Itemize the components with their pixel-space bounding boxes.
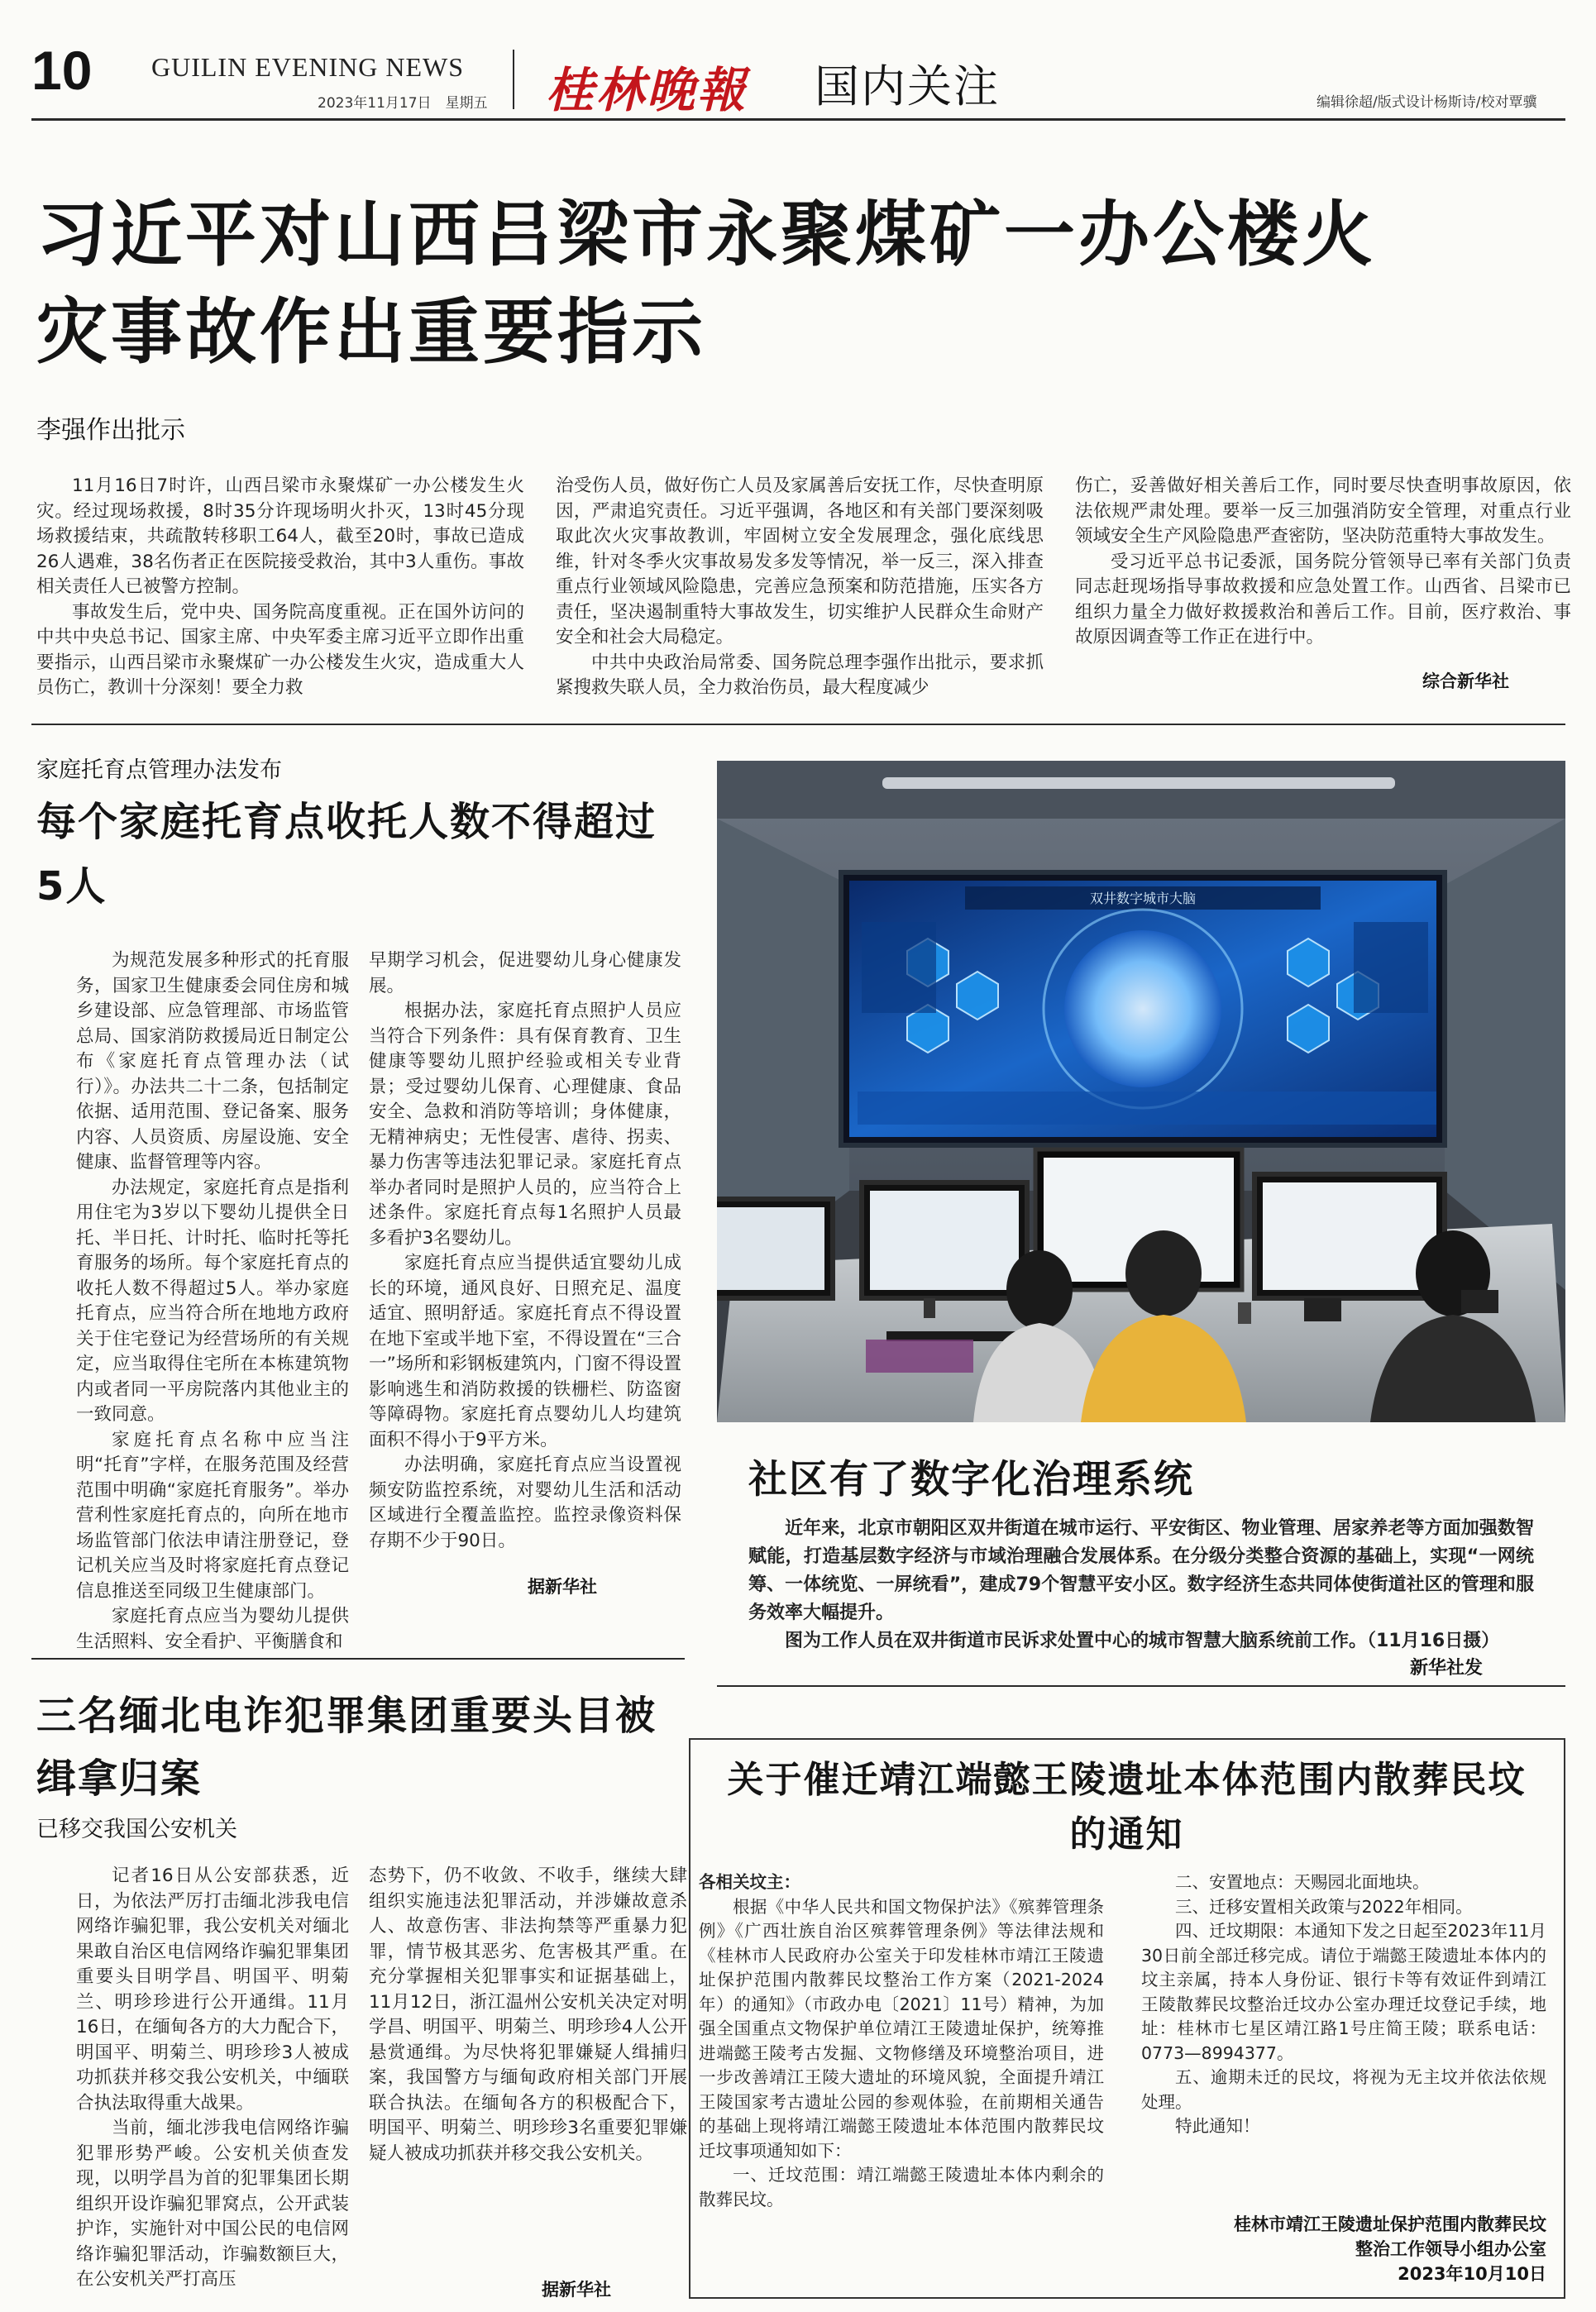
page-number: 10: [31, 40, 93, 101]
paragraph: 四、迁坟期限：本通知下发之日起至2023年11月30日前全部迁移完成。请位于端懿王陵遗址本体内的坟主亲属，持本人身份证、银行卡等有效证件到靖江王陵散葬民坟整治迁坟办公室办理迁坟登记手续，地址：桂林市七星区靖江路1号庄简王陵；联系电话：0773—8994377。: [1141, 1921, 1546, 2063]
lead-column-1: [36, 474, 524, 699]
photo-caption: [748, 1515, 1534, 1655]
paragraph: 特此通知！: [1175, 2116, 1260, 2136]
lead-column-2: [556, 474, 1044, 699]
paper-logo: 桂林晚報: [546, 62, 748, 118]
paragraph: 一、迁坟范围：靖江端懿王陵遗址本体内剩余的散葬民坟。: [699, 2165, 1104, 2209]
section-rule: [31, 724, 1565, 725]
paragraph: 伤亡，妥善做好相关善后工作，同时要尽快查明事故原因，依法依规严肃处理。要举一反三加强消防安全管理，对重点行业领域安全生产风险隐患严查密防，坚决防范重特大事故发生。: [1075, 475, 1571, 547]
paragraph: 记者16日从公安部获悉，近日，为依法严厉打击缅北涉我电信网络诈骗犯罪，我公安机关对缅北果敢自治区电信网络诈骗犯罪集团重要头目明学昌、明国平、明菊兰、明珍珍进行公开通缉。11月16日，在缅甸各方的大力配合下，明国平、明菊兰、明珍珍3人被成功抓获并移交我公安机关，中缅联合执法取得重大战果。: [76, 1865, 349, 2114]
paragraph: 早期学习机会，促进婴幼儿身心健康发展。: [369, 950, 681, 996]
notice-salutation: 各相关坟主：: [699, 1872, 800, 1892]
paragraph: 二、安置地点：天赐园北面地块。: [1175, 1872, 1430, 1892]
section-rule: [31, 1658, 685, 1660]
lead-subheadline: 李强作出批示: [36, 416, 185, 445]
photo-rule: [717, 1685, 1565, 1687]
childcare-headline: 每个家庭托育点收托人数不得超过5人: [36, 799, 657, 910]
control-room-illustration: [717, 761, 1565, 1422]
caption-paragraph: 近年来，北京市朝阳区双井街道在城市运行、平安街区、物业管理、居家养老等方面加强数智赋能，打造基层数字经济与市域治理融合发展体系。在分级分类整合资源的基础上，实现“一网统筹、一体统览、一屏统看”，建成79个智慧平安小区。数字经济生态共同体使街道社区的管理和服务效率大幅提升。: [748, 1518, 1534, 1623]
paragraph: 三、迁移安置相关政策与2022年相同。: [1175, 1896, 1473, 1917]
notice-signer: 桂林市靖江王陵遗址保护范围内散葬民坟整治工作领导小组办公室: [1234, 2214, 1546, 2259]
paragraph: 当前，缅北涉我电信网络诈骗犯罪形势严峻。公安机关侦查发现，以明学昌为首的犯罪集团长期组织开设诈骗犯罪窝点，公开武装护诈，实施针对中国公民的电信网络诈骗犯罪活动，诈骗数额巨大，在公安机关严打高压: [76, 2118, 349, 2290]
notice-date: 2023年10月10日: [1398, 2264, 1546, 2284]
childcare-kicker: 家庭托育点管理办法发布: [36, 757, 282, 783]
paragraph: 五、逾期未迁的民坟，将视为无主坟并依法依规处理。: [1141, 2067, 1546, 2112]
paper-name-en: GUILIN EVENING NEWS: [151, 52, 465, 82]
photo-credit: 新华社发: [1410, 1658, 1484, 1679]
paragraph: 办法规定，家庭托育点是指利用住宅为3岁以下婴幼儿提供全日托、半日托、计时托、临时托等托育服务的场所。每个家庭托育点的收托人数不得超过5人。举办家庭托育点，应当符合所在地地方政府关于住宅登记为经营场所的有关规定，应当取得住宅所在本栋建筑物内或者同一平房院落内其他业主的一致同意。: [76, 1177, 349, 1425]
childcare-column-2: [369, 948, 681, 1593]
fraud-column-2: [369, 1864, 687, 2294]
paragraph: 中共中央政治局常委、国务院总理李强作出批示，要求抓紧搜救失联人员，全力救治伤员，最大程度减少: [556, 652, 1044, 698]
fraud-column-1: [76, 1864, 349, 2294]
paragraph: 11月16日7时许，山西吕梁市永聚煤矿一办公楼发生火灾。经过现场救援，8时35分许现场明火扑灭，13时45分现场救援结束，共疏散转移职工64人，截至20时，事故已造成26人遇难，38名伤者正在医院接受救治，其中3人重伤。事故相关责任人已被警方控制。: [36, 475, 524, 597]
notice-column-1: [699, 1870, 1104, 2284]
issue-date: 2023年11月17日 星期五: [318, 95, 488, 112]
childcare-source: 据新华社: [528, 1577, 597, 1597]
paragraph: 根据办法，家庭托育点照护人员应当符合下列条件：具有保育教育、卫生健康等婴幼儿照护经验或相关专业背景；受过婴幼儿保育、心理健康、食品安全、急救和消防等培训；身体健康，无精神病史；无性侵害、虐待、拐卖、暴力伤害等违法犯罪记录。家庭托育点举办者同时是照护人员的，应当符合上述条件。家庭托育点每1名照护人员最多看护3名婴幼儿。: [369, 1001, 681, 1249]
photo-headline: 社区有了数字化治理系统: [748, 1457, 1194, 1502]
fraud-source: 据新华社: [542, 2280, 611, 2300]
lead-column-3: [1075, 474, 1571, 699]
screen-title: 双井数字城市大脑: [1089, 891, 1197, 906]
section-name: 国内关注: [815, 60, 1000, 112]
notice-headline: 关于催迁靖江端懿王陵遗址本体范围内散葬民坟的通知: [727, 1759, 1527, 1856]
paragraph: 受习近平总书记委派，国务院分管领导已率有关部门负责同志赶现场指导事故救援和应急处置工作。山西省、吕梁市已组织力量全力做好救援救治和善后工作。目前，医疗救治、事故原因调查等工作正在进行中。: [1075, 551, 1571, 647]
editors-credit: 编辑徐超/版式设计杨斯诗/校对覃骥: [1316, 94, 1537, 111]
lead-headline: 习近平对山西吕梁市永聚煤矿一办公楼火灾事故作出重要指示: [36, 193, 1376, 374]
childcare-column-1: [76, 948, 349, 1652]
paragraph: 根据《中华人民共和国文物保护法》《殡葬管理条例》《广西壮族自治区殡葬管理条例》等法律法规和《桂林市人民政府办公室关于印发桂林市靖江王陵遗址保护范围内散葬民坟整治工作方案（2021-2024年）的通知》（市政办电〔2021〕11号）精神，为加强全国重点文物保护单位靖江王陵遗址保护，统筹推进端懿王陵考古发掘、文物修缮及环境整治项目，进一步改善靖江王陵大遗址的环境风貌，全面提升靖江王陵国家考古遗址公园的参观体验，在前期相关通告的基础上现将靖江端懿王陵遗址本体范围内散葬民坟迁坟事项通知如下：: [699, 1896, 1104, 2161]
masthead-rule: [31, 118, 1565, 121]
lead-source: 综合新华社: [1422, 671, 1509, 691]
paragraph: 办法明确，家庭托育点应当设置视频安防监控系统，对婴幼儿生活和活动区域进行全覆盖监控。监控录像资料保存期不少于90日。: [369, 1455, 681, 1551]
paragraph: 家庭托育点应当提供适宜婴幼儿成长的环境，通风良好、日照充足、温度适宜、照明舒适。家庭托育点不得设置在地下室或半地下室，不得设置在“三合一”场所和彩钢板建筑内，门窗不得设置影响逃生和消防救援的铁栅栏、防盗窗等障碍物。家庭托育点婴幼儿人均建筑面积不得小于9平方米。: [369, 1253, 681, 1450]
paragraph: 家庭托育点名称中应当注明“托育”字样，在服务范围及经营范围中明确“家庭托育服务”。举办营利性家庭托育点的，向所在地市场监管部门依法申请注册登记，登记机关应当及时将家庭托育点登记信息推送至同级卫生健康部门。: [76, 1429, 349, 1602]
paragraph: 为规范发展多种形式的托育服务，国家卫生健康委会同住房和城乡建设部、应急管理部、市场监管总局、国家消防救援局近日制定公布《家庭托育点管理办法（试行）》。办法共二十二条，包括制定依据、适用范围、登记备案、服务内容、人员资质、房屋设施、安全健康、监督管理等内容。: [76, 950, 349, 1173]
caption-paragraph: 图为工作人员在双井街道市民诉求处置中心的城市智慧大脑系统前工作。（11月16日摄）: [785, 1631, 1500, 1651]
paragraph: 治受伤人员，做好伤亡人员及家属善后安抚工作，尽快查明原因，严肃追究责任。习近平强调，各地区和有关部门要深刻吸取此次火灾事故教训，牢固树立安全发展理念，强化底线思维，针对冬季火灾事故易发多发等情况，举一反三，深入排查重点行业领域风险隐患，完善应急预案和防范措施，压实各方责任，坚决遏制重特大事故发生，切实维护人民群众生命财产安全和社会大局稳定。: [556, 475, 1044, 647]
paragraph: 家庭托育点应当为婴幼儿提供生活照料、安全看护、平衡膳食和: [76, 1606, 349, 1652]
notice-signature: [1224, 2212, 1546, 2286]
fraud-headline: 三名缅北电诈犯罪集团重要头目被缉拿归案: [36, 1693, 657, 1802]
fraud-subheadline: 已移交我国公安机关: [36, 1817, 237, 1842]
paragraph: 态势下，仍不收敛、不收手，继续大肆组织实施违法犯罪活动，并涉嫌故意杀人、故意伤害、非法拘禁等严重暴力犯罪，情节极其恶劣、危害极其严重。在充分掌握相关犯罪事实和证据基础上，11月12日，浙江温州公安机关决定对明学昌、明国平、明菊兰、明珍珍4人公开悬赏通缉。为尽快将犯罪嫌疑人缉捕归案，我国警方与缅甸政府相关部门开展联合执法。在缅甸各方的积极配合下，明国平、明菊兰、明珍珍3名重要犯罪嫌疑人被成功抓获并移交我公安机关。: [369, 1865, 687, 2164]
paragraph: 事故发生后，党中央、国务院高度重视。正在国外访问的中共中央总书记、国家主席、中央军委主席习近平立即作出重要指示，山西吕梁市永聚煤矿一办公楼发生火灾，造成重大人员伤亡，教训十分深刻！要全力救: [36, 601, 524, 698]
masthead-divider: [513, 50, 514, 109]
news-photo: [717, 761, 1565, 1422]
